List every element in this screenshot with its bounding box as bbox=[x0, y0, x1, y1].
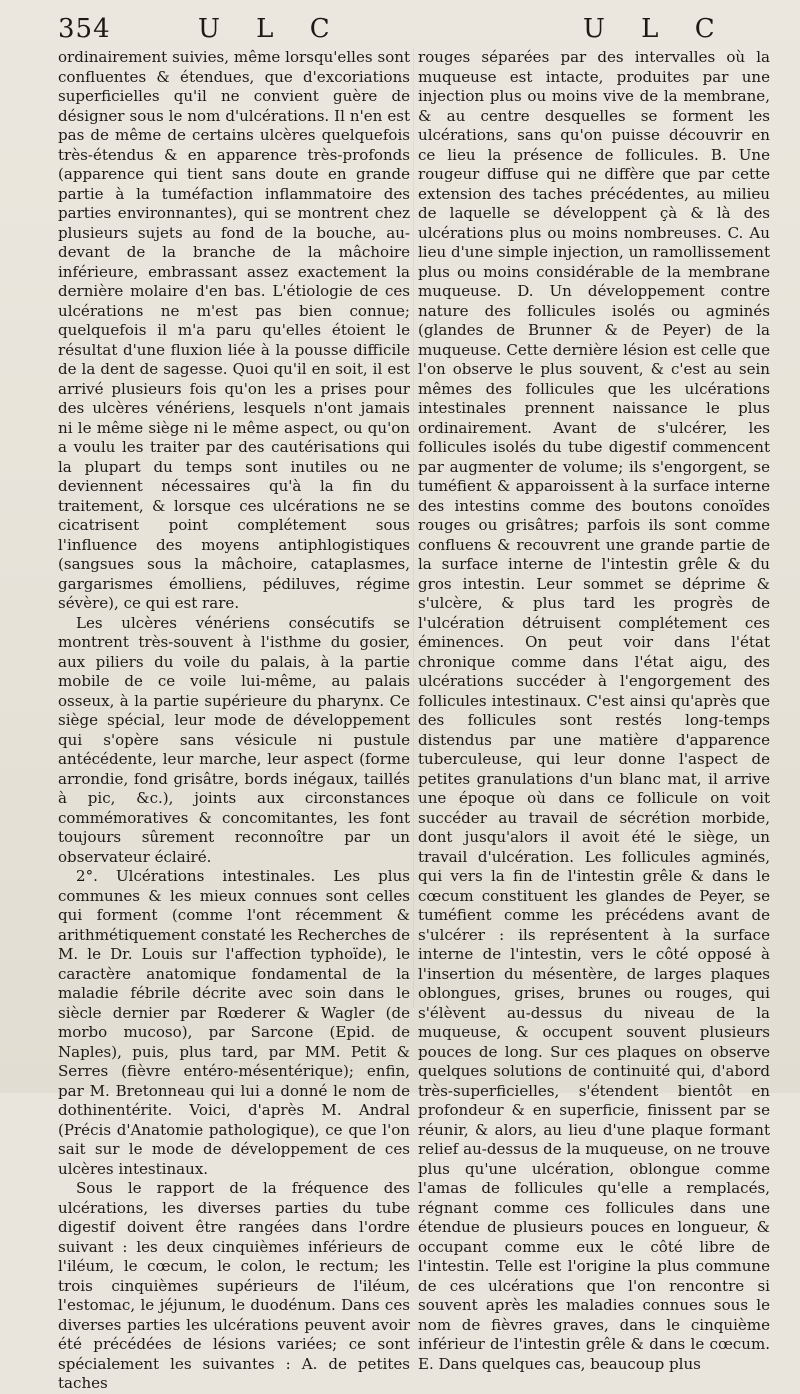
left-column bbox=[58, 48, 410, 1394]
running-head-right: U L C bbox=[583, 14, 729, 44]
running-head-left: U L C bbox=[198, 14, 344, 44]
paragraph: ordinairement suivies, même lorsqu'elles sont confluentes & étendues, que d'excoriations superficielles qu'il ne convient guère de désigner sous le nom d'ulcérations. Il n'en est pas de même de certains ulcères quelquefois très-étendus & en apparence très-profonds (apparence qui tient sans doute en grande partie à la tuméfaction inflammatoire des parties environnantes), qui se montrent chez plusieurs sujets au fond de la bouche, au-devant de la branche de la mâchoire inférieure, embrassant assez exactement la dernière molaire d'en bas. L'étiologie de ces ulcérations ne m'est pas bien connue; quelquefois il m'a paru qu'elles étoient le résultat d'une fluxion liée à la pousse difficile de la dent de sagesse. Quoi qu'il en soit, il est arrivé plusieurs fois qu'on les a prises pour des ulcères vénériens, lesquels n'ont jamais ni le même siège ni le même aspect, ou qu'on a voulu les traiter par des cautérisations qui la plupart du temps sont inutiles ou ne deviennent nécessaires qu'à la fin du traitement, & lorsque ces ulcérations ne se cicatrisent point complétement sous l'influence des moyens antiphlogistiques (sangsues sous la mâchoire, cataplasmes, gargarismes émolliens, pédiluves, régime sévère), ce qui est rare. bbox=[58, 48, 410, 612]
page-header bbox=[58, 14, 760, 48]
right-column bbox=[418, 48, 770, 1374]
paragraph: Sous le rapport de la fréquence des ulcérations, les diverses parties du tube digestif doivent être rangées dans l'ordre suivant : les deux cinquièmes inférieurs de l'iléum, le cœcum, le colon, le rectum; les trois cinquièmes supérieurs de l'iléum, l'estomac, le jéjunum, le duodénum. Dans ces diverses parties les ulcérations peuvent avoir été précédées de lésions variées; ce sont spécialement les suivantes : A. de petites taches bbox=[58, 1179, 410, 1392]
paragraph: 2°. Ulcérations intestinales. Les plus communes & les mieux connues sont celles qui forment (comme l'ont récemment & arithmétiquement constaté les Recherches de M. le Dr. Louis sur l'affection typhoïde), le caractère anatomique fondamental de la maladie fébrile décrite avec soin dans le siècle dernier par Rœderer & Wagler (de morbo mucoso), par Sarcone (Epid. de Naples), puis, plus tard, par MM. Petit & Serres (fièvre entéro-mésentérique); enfin, par M. Bretonneau qui lui a donné le nom de dothinentérite. Voici, d'après M. Andral (Précis d'Anatomie pathologique), ce que l'on sait sur le mode de développement de ces ulcères intestinaux. bbox=[58, 867, 410, 1178]
page-number: 354 bbox=[58, 14, 111, 44]
paragraph: Les ulcères vénériens consécutifs se montrent très-souvent à l'isthme du gosier, aux piliers du voile du palais, à la partie mobile de ce voile lui-même, au palais osseux, à la partie supérieure du pharynx. Ce siège spécial, leur mode de développement qui s'opère sans vésicule ni pustule antécédente, leur marche, leur aspect (forme arrondie, fond grisâtre, bords inégaux, taillés à pic, &c.), joints aux circonstances commémoratives & concomitantes, les font toujours sûrement reconnoître par un observateur éclairé. bbox=[58, 613, 410, 866]
paragraph: rouges séparées par des intervalles où la muqueuse est intacte, produites par une injection plus ou moins vive de la membrane, & au centre desquelles se forment les ulcérations, sans qu'on puisse découvrir en ce lieu la présence de follicules. B. Une rougeur diffuse qui ne diffère que par cette extension des taches précédentes, au milieu de laquelle se développent çà & là des ulcérations plus ou moins nombreuses. C. Au lieu d'une simple injection, un ramollissement plus ou moins considérable de la membrane muqueuse. D. Un développement contre nature des follicules isolés ou agminés (glandes de Brunner & de Peyer) de la muqueuse. Cette dernière lésion est celle que l'on observe le plus souvent, & c'est au sein mêmes des follicules que les ulcérations intestinales prennent naissance le plus ordinairement. Avant de s'ulcérer, les follicules isolés du tube digestif commencent par augmenter de volume; ils s'engorgent, se tuméfient & apparoissent à la surface interne des intestins comme des boutons conoïdes rouges ou grisâtres; parfois ils sont comme confluens & recouvrent une grande partie de la surface interne de l'intestin grêle & du gros intestin. Leur sommet se déprime & s'ulcère, & plus tard les progrès de l'ulcération détruisent complétement ces éminences. On peut voir dans l'état chronique comme dans l'état aigu, des ulcérations succéder à l'engorgement des follicules intestinaux. C'est ainsi qu'après que des follicules sont restés long-temps distendus par une matière d'apparence tuberculeuse, qui leur donne l'aspect de petites granulations d'un blanc mat, il arrive une époque où dans ce follicule on voit succéder au travail de sécrétion morbide, dont jusqu'alors il avoit été le siège, un travail d'ulcération. Les follicules agminés, qui vers la fin de l'intestin grêle & dans le cœcum constituent les glandes de Peyer, se tuméfient comme les précédens avant de s'ulcérer : ils représentent à la surface interne de l'intestin, vers le côté opposé à l'insertion du mésentère, de larges plaques oblongues, grises, brunes ou rouges, qui s'élèvent au-dessus du niveau de la muqueuse, & occupent souvent plusieurs pouces de long. Sur ces plaques on observe quelques solutions de continuité qui, d'abord très-superficielles, s'étendent bientôt en profondeur & en superficie, finissent par se réunir, & alors, au lieu d'une plaque formant relief au-dessus de la muqueuse, on ne trouve plus qu'une ulcération, oblongue comme l'amas de follicules qu'elle a remplacés, régnant comme ces follicules dans une étendue de plusieurs pouces en longueur, & occupant comme eux le côté libre de l'intestin. Telle est l'origine la plus commune de ces ulcérations que l'on rencontre si souvent après les maladies connues sous le nom de fièvres graves, dans le cinquième inférieur de l'intestin grêle & dans le cœcum. E. Dans quelques cas, beaucoup plus bbox=[418, 48, 770, 1373]
column-gutter bbox=[413, 48, 414, 1008]
